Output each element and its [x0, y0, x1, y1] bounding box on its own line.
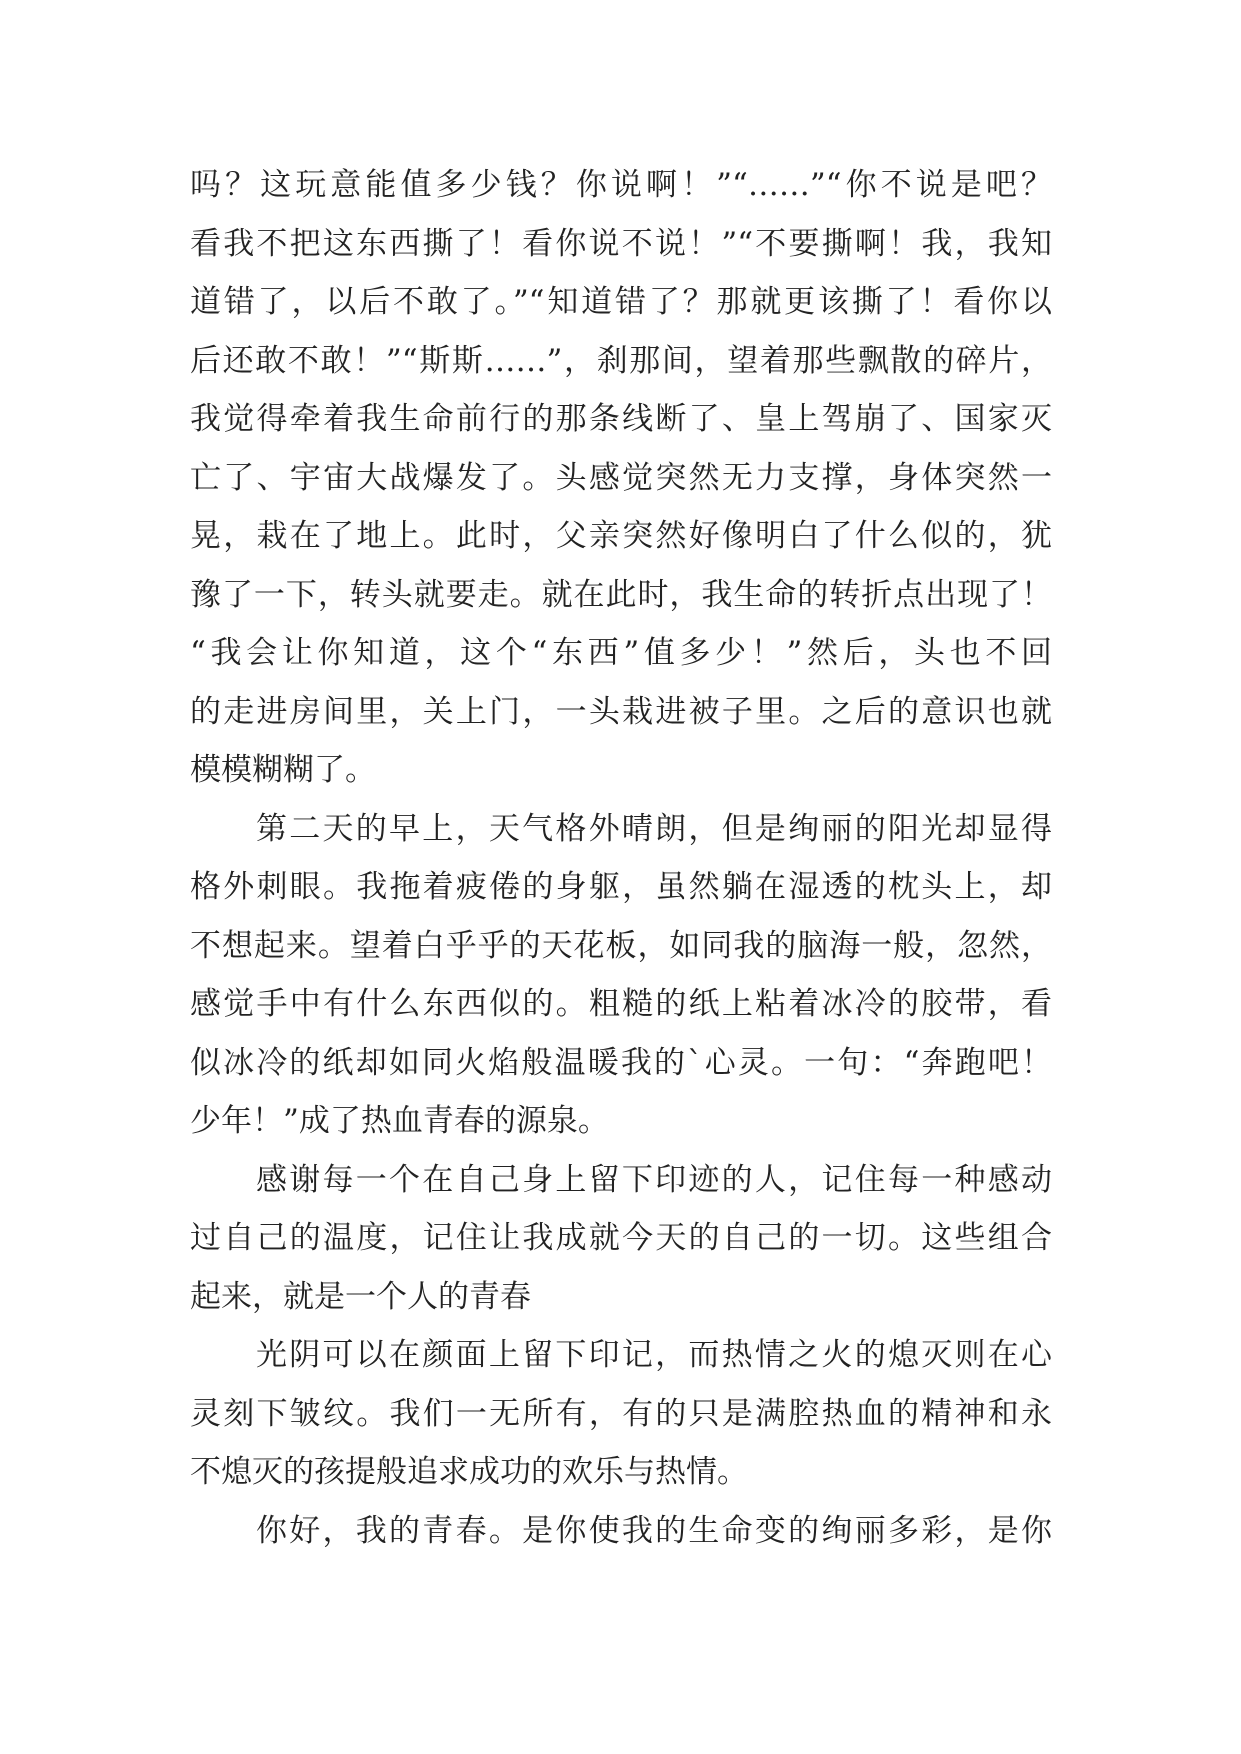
text-line: 吗？这玩意能值多少钱？你说啊！”“……”“你不说是吧？: [190, 167, 1052, 203]
text-line: 不熄灭的孩提般追求成功的欢乐与热情。: [190, 1454, 748, 1490]
text-line: 豫了一下，转头就要走。就在此时，我生命的转折点出现了！: [190, 576, 1052, 613]
text-line: 模模糊糊了。: [190, 752, 376, 788]
text-line: 起来，就是一个人的青春: [190, 1278, 531, 1315]
text-line: 我觉得牵着我生命前行的那条线断了、皇上驾崩了、国家灭: [190, 401, 1052, 437]
text-line: 感谢每一个在自己身上留下印迹的人，记住每一种感动: [256, 1161, 1052, 1198]
text-line: 格外刺眼。我拖着疲倦的身躯，虽然躺在湿透的枕头上，却: [190, 869, 1052, 905]
text-line: 晃，栽在了地上。此时，父亲突然好像明白了什么似的，犹: [190, 518, 1052, 554]
text-line: “我会让你知道，这个“东西”值多少！”然后，头也不回: [190, 635, 1052, 671]
text-line: 你好，我的青春。是你使我的生命变的绚丽多彩，是你: [256, 1512, 1052, 1549]
text-line: 光阴可以在颜面上留下印记，而热情之火的熄灭则在心: [256, 1337, 1052, 1373]
text-line: 过自己的温度，记住让我成就今天的自己的一切。这些组合: [190, 1220, 1052, 1256]
text-line: 第二天的早上，天气格外晴朗，但是绚丽的阳光却显得: [256, 810, 1052, 847]
text-line: 不想起来。望着白乎乎的天花板，如同我的脑海一般，忽然，: [190, 927, 1052, 964]
text-line: 灵刻下皱纹。我们一无所有，有的只是满腔热血的精神和永: [190, 1395, 1052, 1432]
text-line: 亡了、宇宙大战爆发了。头感觉突然无力支撑，身体突然一: [190, 459, 1052, 496]
text-line: 看我不把这东西撕了！看你说不说！”“不要撕啊！我，我知: [190, 225, 1052, 262]
text-line: 似冰冷的纸却如同火焰般温暖我的`心灵。一句：“奔跑吧！: [190, 1044, 1052, 1081]
text-line: 道错了，以后不敢了。”“知道错了？那就更该撕了！看你以: [190, 284, 1052, 320]
document-body: [190, 156, 1052, 1560]
text-line: 的走进房间里，关上门，一头栽进被子里。之后的意识也就: [190, 693, 1052, 730]
text-line: 感觉手中有什么东西似的。粗糙的纸上粘着冰冷的胶带，看: [190, 986, 1052, 1022]
text-line: 少年！”成了热血青春的源泉。: [190, 1103, 609, 1139]
text-line: 后还敢不敢！”“斯斯……”，刹那间，望着那些飘散的碎片，: [190, 342, 1052, 379]
